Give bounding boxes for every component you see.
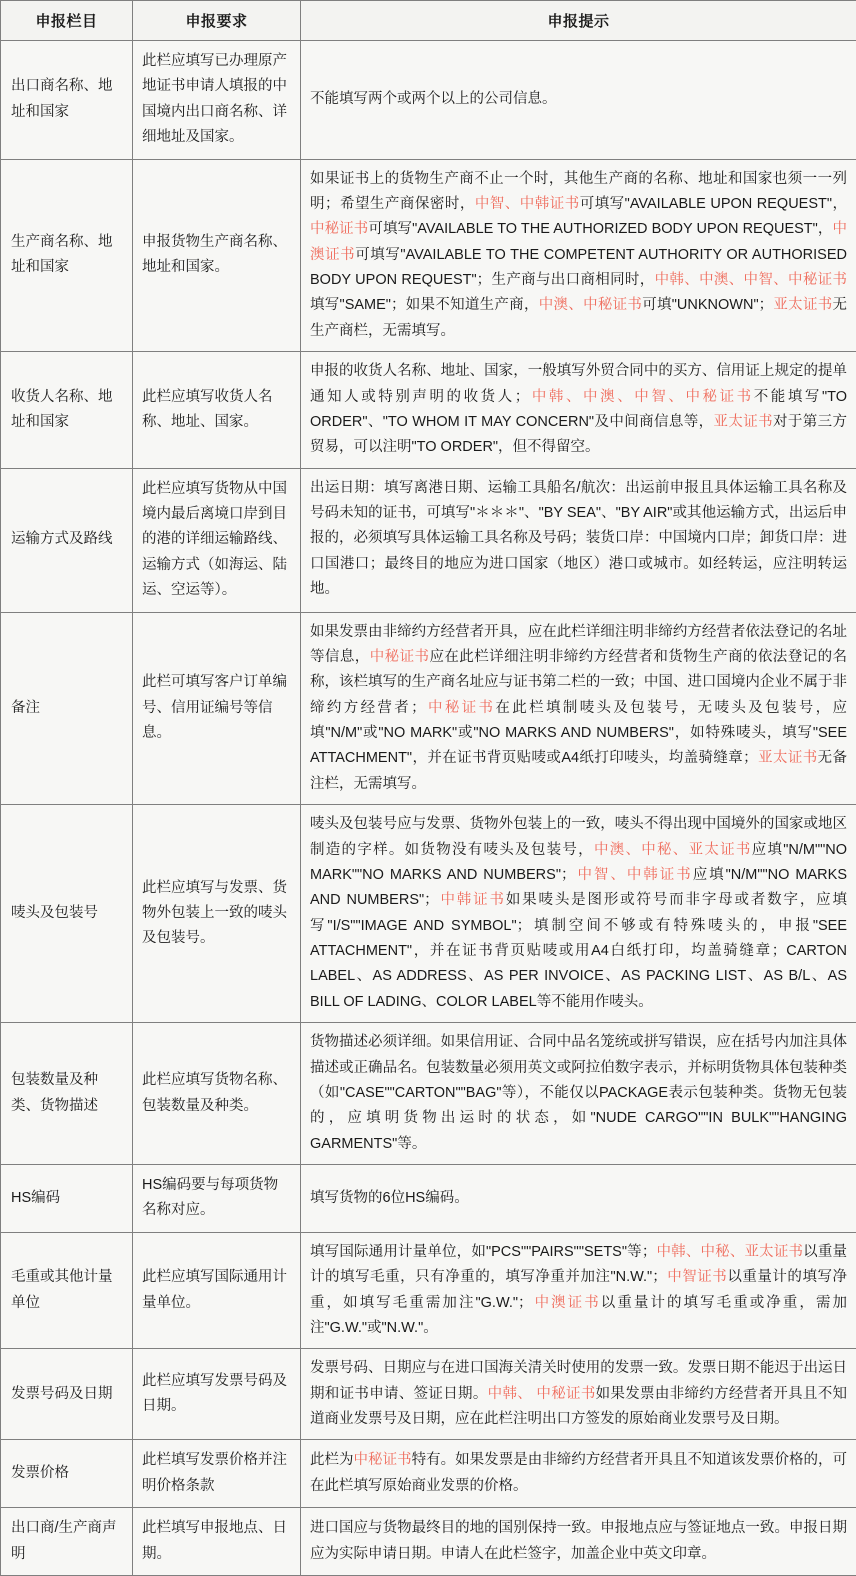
cell-column-requirement: 此栏应填写与发票、货物外包装上一致的唛头及包装号。 [133, 805, 301, 1023]
cell-column-requirement: 此栏应填写收货人名称、地址、国家。 [133, 352, 301, 469]
tip-text: 对于第三方贸易，可以注明"TO ORDER"，但不得留空。 [310, 414, 847, 455]
tip-text: 如果发票由非缔约方经营者开具，应在此栏详细注明非缔约方经营者依法登记的名址等信息， [310, 624, 847, 665]
cell-column-tip [301, 1349, 856, 1440]
highlighted-certificate-text: 中智证书 [667, 1269, 728, 1285]
table-row [1, 1232, 856, 1349]
table-header [1, 1, 856, 41]
column-header-requirement: 申报要求 [133, 1, 301, 41]
cell-column-requirement: 申报货物生产商名称、地址和国家。 [133, 159, 301, 352]
highlighted-certificate-text: 中智、中韩证书 [475, 196, 580, 212]
cell-column-item: HS编码 [1, 1165, 133, 1233]
tip-text: 特有。如果发票是由非缔约方经营者开具且不知道该发票价格的，可在此栏填写原始商业发票的价格。 [310, 1452, 847, 1493]
cell-column-requirement: HS编码要与每项货物名称对应。 [133, 1165, 301, 1233]
cell-column-item: 包装数量及种类、货物描述 [1, 1023, 133, 1165]
tip-text: 可填写"AVAILABLE TO THE COMPETENT AUTHORITY OR AUTHORISED BODY UPON REQUEST"；生产商与出口商相同时， [310, 247, 847, 288]
cell-column-item: 出口商/生产商声明 [1, 1508, 133, 1576]
cell-column-requirement: 此栏填写申报地点、日期。 [133, 1508, 301, 1576]
table-row [1, 159, 856, 352]
cell-column-item: 发票号码及日期 [1, 1349, 133, 1440]
cell-column-item: 唛头及包装号 [1, 805, 133, 1023]
tip-text: 可填写"AVAILABLE TO THE AUTHORIZED BODY UPON REQUEST"， [368, 221, 832, 237]
cell-column-tip [301, 159, 856, 352]
tip-text: 应在此栏详细注明非缔约方经营者和货物生产商的依法登记的名称，该栏填写的生产商名址应与证书第二栏的一致；中国、进口国境内企业不属于非缔约方经营者； [310, 649, 847, 716]
tip-text: 唛头及包装号应与发票、货物外包装上的一致，唛头不得出现中国境外的国家或地区制造的字样。如货物没有唛头及包装号， [310, 816, 847, 857]
table-row [1, 1440, 856, 1508]
cell-column-requirement: 此栏可填写客户订单编号、信用证编号等信息。 [133, 612, 301, 805]
column-header-tip: 申报提示 [301, 1, 856, 41]
tip-text: 不能填写两个或两个以上的公司信息。 [310, 91, 557, 107]
cell-column-tip [301, 1023, 856, 1165]
highlighted-certificate-text: 中韩、中澳、中智、中秘证书 [655, 272, 847, 288]
tip-text: 如果唛头是图形或符号而非字母或者数字，应填写"I/S""IMAGE AND SYMBOL"；填制空间不够或有特殊唛头的，申报"SEE ATTACHMENT"，并在证书背页贴唛或用A4白纸打印，均盖骑缝章；CARTON LABEL、AS ADDRESS、AS PER INVOICE、AS PACKING LIST、AS B/L、AS BILL OF LADING、COLOR LABEL等不能用作唛头。 [310, 892, 847, 1010]
highlighted-certificate-text: 亚太证书 [773, 297, 832, 313]
cell-column-tip [301, 1165, 856, 1233]
table-row [1, 1349, 856, 1440]
highlighted-certificate-text: 中秘证书 [426, 700, 496, 716]
tip-text: 此栏为 [310, 1452, 354, 1468]
highlighted-certificate-text: 中澳证书 [310, 221, 847, 262]
tip-text: 以重量计的填写毛重，只有净重的，填写净重并加注"N.W."； [310, 1244, 847, 1285]
cell-column-requirement: 此栏应填写已办理原产地证书申请人填报的中国境内出口商名称、详细地址及国家。 [133, 41, 301, 160]
cell-column-item: 备注 [1, 612, 133, 805]
tip-text: 货物描述必须详细。如果信用证、合同中品名笼统或拼写错误，应在括号内加注具体描述或正确品名。包装数量必须用英文或阿拉伯数字表示，并标明货物具体包装种类（如"CASE""CARTON""BAG"等），不能仅以PACKAGE表示包装种类。货物无包装的，应填明货物出运时的状态，如"NUDE CARGO""IN BULK""HANGING GARMENTS"等。 [310, 1034, 847, 1152]
table-row [1, 468, 856, 612]
cell-column-tip [301, 41, 856, 160]
cell-column-tip [301, 1508, 856, 1576]
highlighted-certificate-text: 中秘证书 [354, 1452, 412, 1468]
table-row [1, 805, 856, 1023]
table-row [1, 41, 856, 160]
cell-column-tip [301, 612, 856, 805]
highlighted-certificate-text: 中秘证书 [370, 649, 430, 665]
table-header-row [1, 1, 856, 41]
cell-column-tip [301, 468, 856, 612]
highlighted-certificate-text: 中韩证书 [439, 892, 506, 908]
cell-column-item: 运输方式及路线 [1, 468, 133, 612]
table-row [1, 1165, 856, 1233]
tip-text: 无生产商栏，无需填写。 [310, 297, 847, 338]
cell-column-item: 出口商名称、地址和国家 [1, 41, 133, 160]
tip-text: 以重量计的填写毛重或净重，需加注"G.W."或"N.W."。 [310, 1295, 847, 1336]
tip-text: 申报的收货人名称、地址、国家，一般填写外贸合同中的买方、信用证上规定的提单通知人或特别声明的收货人； [310, 363, 847, 404]
tip-text: 无备注栏，无需填写。 [310, 750, 847, 791]
highlighted-certificate-text: 中韩、中澳、中智、中秘证书 [529, 389, 753, 405]
table-row [1, 1508, 856, 1576]
tip-text: 不能填写"TO ORDER"、"TO WHOM IT MAY CONCERN"及中间商信息等， [310, 389, 847, 430]
cell-column-requirement: 此栏应填写国际通用计量单位。 [133, 1232, 301, 1349]
highlighted-certificate-text: 中澳、中秘证书 [539, 297, 642, 313]
highlighted-certificate-text: 中澳、中秘、亚太证书 [594, 842, 752, 858]
tip-text: 可填"UNKNOWN"； [642, 297, 773, 313]
highlighted-certificate-text: 中澳证书 [533, 1295, 601, 1311]
cell-column-item: 发票价格 [1, 1440, 133, 1508]
table-row [1, 352, 856, 469]
tip-text: 发票号码、日期应与在进口国海关清关时使用的发票一致。发票日期不能迟于出运日期和证书申请、签证日期。 [310, 1360, 847, 1401]
table-body [1, 41, 856, 1576]
tip-text: 应填"N/M""NO MARKS AND NUMBERS"； [310, 867, 847, 908]
cell-column-tip [301, 1440, 856, 1508]
tip-text: 以重量计的填写净重，如填写毛重需加注"G.W."； [310, 1269, 847, 1310]
highlighted-certificate-text: 中智、中韩证书 [575, 867, 692, 883]
tip-text: 如果证书上的货物生产商不止一个时，其他生产商的名称、地址和国家也须一一列明；希望生产商保密时， [310, 171, 847, 212]
tip-text: 应填"N/M""NO MARK""NO MARKS AND NUMBERS"； [310, 842, 847, 883]
cell-column-requirement: 此栏填写发票价格并注明价格条款 [133, 1440, 301, 1508]
tip-text: 出运日期：填写离港日期、运输工具船名/航次：出运前申报且具体运输工具名称及号码未知的证书，可填写"＊＊＊"、"BY SEA"、"BY AIR"或其他运输方式，出运后申报的，必须填写具体运输工具名称及号码；装货口岸：中国境内口岸；卸货口岸：进口国港口；最终目的地应为进口国家（地区）港口或城市。如经转运，应注明转运地。 [310, 480, 847, 598]
cell-column-tip [301, 1232, 856, 1349]
highlighted-certificate-text: 亚太证书 [713, 414, 773, 430]
cell-column-requirement: 此栏应填写货物从中国境内最后离境口岸到目的港的详细运输路线、运输方式（如海运、陆运、空运等）。 [133, 468, 301, 612]
tip-text: 可填写"AVAILABLE UPON REQUEST"， [580, 196, 847, 212]
tip-text: 填写货物的6位HS编码。 [310, 1190, 469, 1206]
highlighted-certificate-text: 中韩、中秘、亚太证书 [656, 1244, 803, 1260]
tip-text: 进口国应与货物最终目的地的国别保持一致。申报地点应与签证地点一致。申报日期应为实际申请日期。申请人在此栏签字，加盖企业中英文印章。 [310, 1520, 847, 1561]
highlighted-certificate-text: 中秘证书 [310, 221, 368, 237]
cell-column-item: 毛重或其他计量单位 [1, 1232, 133, 1349]
tip-text: 如果发票由非缔约方经营者开具且不知道商业发票号及日期，应在此栏注明出口方签发的原始商业发票号及日期。 [310, 1386, 847, 1427]
highlighted-certificate-text: 中韩、 中秘证书 [488, 1386, 596, 1402]
highlighted-certificate-text: 亚太证书 [758, 750, 818, 766]
cell-column-item: 生产商名称、地址和国家 [1, 159, 133, 352]
cell-column-requirement: 此栏应填写发票号码及日期。 [133, 1349, 301, 1440]
tip-text: 在此栏填制唛头及包装号，无唛头及包装号，应填"N/M"或"NO MARK"或"NO MARKS AND NUMBERS"，如特殊唛头，填写"SEE ATTACHMENT"，并在证书背页贴唛或A4纸打印唛头，均盖骑缝章； [310, 700, 847, 767]
cell-column-item: 收货人名称、地址和国家 [1, 352, 133, 469]
tip-text: 填写国际通用计量单位，如"PCS""PAIRS""SETS"等； [310, 1244, 656, 1260]
cell-column-tip [301, 805, 856, 1023]
cell-column-requirement: 此栏应填写货物名称、包装数量及种类。 [133, 1023, 301, 1165]
column-header-item: 申报栏目 [1, 1, 133, 41]
table-row [1, 612, 856, 805]
table-row [1, 1023, 856, 1165]
tip-text: 填写"SAME"；如果不知道生产商， [310, 297, 539, 313]
cell-column-tip [301, 352, 856, 469]
